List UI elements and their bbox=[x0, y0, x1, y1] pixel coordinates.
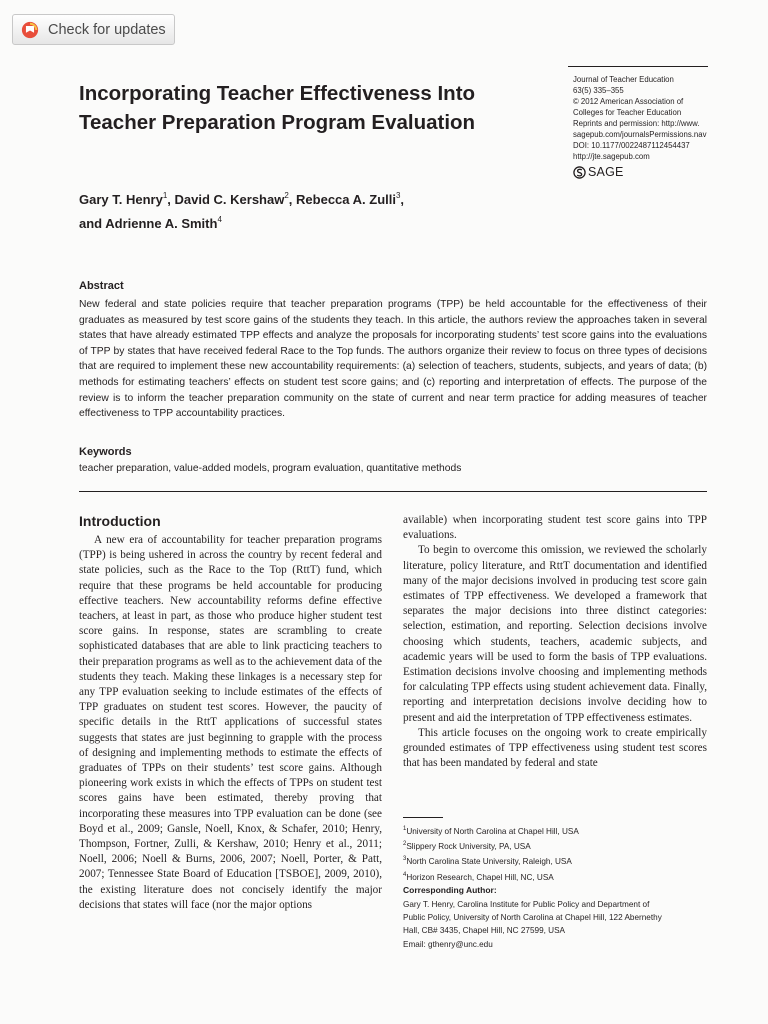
abstract-text: New federal and state policies require that teacher preparation programs (TPP) be held accountable for the effectiveness of their graduates as measured by test score gains of the students they teach. In this article, the authors review the approaches taken in several states that have already estimated TPP effects and analyze the proposals for incorporating students’ test score gains into the evaluations of TPP by states that have received federal Race to the Top funds. The authors organize their review to focus on three types of decisions that are required to implement these new accountability requirements: (a) selection of teachers, students, subjects, and years of data; (b) methods for estimating teachers’ effects on student test score gains; and (c) reporting and interpretation of effects. The purpose of the review is to inform the teacher preparation community on the state of current and near term practice for adding measures of teacher effectiveness to TPP accountability practices. bbox=[79, 299, 707, 420]
journal-rule bbox=[568, 66, 708, 67]
author-list bbox=[79, 186, 559, 234]
journal-info-line: 63(5) 335–355 bbox=[573, 86, 624, 95]
corresponding-author-heading: Corresponding Author: bbox=[403, 885, 497, 895]
author-affiliation-marker: 4 bbox=[217, 215, 222, 224]
affiliation-line bbox=[403, 853, 707, 868]
author-affiliation-marker: 3 bbox=[395, 191, 401, 200]
journal-info-line: Reprints and permission: http://www. bbox=[573, 119, 700, 128]
affiliation-text: University of North Carolina at Chapel Hill, USA bbox=[406, 827, 579, 836]
intro-paragraph: To begin to overcome this omission, we reviewed the scholarly literature, policy literature, and RttT documentation and identified many of the major decisions involved in producing test score gain estimates of TPP effectiveness. We developed a framework that separates the major decisions into three distinct categories: selection, estimation, and reporting. Selection decisions involve choosing which students, teachers, academic subjects, and academic years will be used to form the basis of TPP evaluations. Estimation decisions involve choosing and implementing methods for calculating TPP effects using student achievement data. Finally, reporting and interpretation decisions involve deciding how to present and aid the interpretation of TPP effectiveness estimates. bbox=[403, 544, 707, 724]
crossmark-icon bbox=[21, 21, 39, 39]
affiliation-line bbox=[403, 823, 707, 838]
affiliation-marker: 3 bbox=[403, 856, 407, 863]
author-name: David C. Kershaw bbox=[174, 192, 285, 207]
journal-info-line: sagepub.com/journalsPermissions.nav bbox=[573, 130, 707, 139]
author-name: and Adrienne A. Smith bbox=[79, 216, 218, 231]
journal-info-line: http://jte.sagepub.com bbox=[573, 152, 650, 161]
keywords-heading: Keywords bbox=[79, 446, 132, 458]
intro-paragraph: This article focuses on the ongoing work to create empirically grounded estimates of TPP effectiveness using student test scores that has been mandated by federal and state bbox=[403, 726, 707, 770]
corresponding-author-line: Hall, CB# 3435, Chapel Hill, NC 27599, USA bbox=[403, 926, 566, 936]
affiliations bbox=[403, 823, 707, 884]
keywords-text: teacher preparation, value-added models, program evaluation, quantitative methods bbox=[79, 463, 462, 474]
affiliation-text: Horizon Research, Chapel Hill, NC, USA bbox=[406, 872, 554, 882]
author-name: Gary T. Henry bbox=[79, 192, 163, 207]
journal-info bbox=[573, 74, 723, 162]
check-for-updates-button[interactable] bbox=[12, 14, 175, 45]
intro-paragraph: available) when incorporating student test score gains into TPP evaluations. bbox=[403, 514, 707, 542]
affiliation-marker: 4 bbox=[403, 871, 407, 878]
author-separator: , bbox=[288, 192, 297, 207]
journal-info-line: © 2012 American Association of bbox=[573, 97, 684, 106]
publisher-logo bbox=[573, 165, 624, 179]
sage-logo-icon bbox=[573, 166, 586, 179]
author-separator: , bbox=[167, 192, 175, 207]
affiliation-marker: 1 bbox=[403, 826, 407, 832]
article-title: Incorporating Teacher Effectiveness Into Teacher Preparation Program Evaluation bbox=[79, 82, 476, 134]
section-divider bbox=[79, 491, 707, 492]
author-separator: , bbox=[400, 192, 405, 207]
author-affiliation-marker: 2 bbox=[284, 191, 289, 200]
corresponding-author-line: Gary T. Henry, Carolina Institute for Public Policy and Department of bbox=[403, 900, 650, 909]
left-column bbox=[79, 533, 382, 913]
right-column bbox=[403, 513, 707, 771]
affiliation-marker: 2 bbox=[403, 841, 407, 848]
author-name: Rebecca A. Zulli bbox=[296, 192, 396, 207]
corresponding-author-line: Email: gthenry@unc.edu bbox=[403, 939, 493, 949]
corresponding-author-details bbox=[403, 898, 707, 951]
affiliation-line bbox=[403, 869, 707, 884]
journal-info-line: Journal of Teacher Education bbox=[573, 75, 674, 84]
footnote-rule bbox=[403, 817, 443, 818]
author-affiliation-marker: 1 bbox=[162, 191, 168, 200]
journal-info-line: DOI: 10.1177/0022487112454437 bbox=[573, 141, 690, 150]
publisher-name: SAGE bbox=[588, 165, 624, 179]
affiliation-text: North Carolina State University, Raleigh, USA bbox=[406, 857, 572, 867]
intro-paragraph: A new era of accountability for teacher preparation programs (TPP) is being ushered in across the country by recent federal and state policies, such as the Race to the Top (RttT) fund, which require that these programs be held accountable for producing effective teachers. New accountability reforms define effective teachers, at least in part, as those who produce higher student test score gains. In response, states are scrambling to create sophisticated databases that are able to link practicing teachers to their preparation programs as well as to the achievement data of the students they teach. Making these linkages is a necessary step for any TPP evaluation seeking to include estimates of the effects of TPP graduates on student test scores. However, the paucity of specific details in the RttT applications of successful states suggests that states are just beginning to grapple with the process of designing and implementing methods to estimate the effects of graduates of TPPs on their students’ test score gains. Although pioneering work exists in which the effects of TPPs on student test scores gains have been estimated, thereby proving that incorporating these measures into TPP evaluation can be done (see Boyd et al., 2009; Gansle, Noell, Knox, & Schafer, 2010; Henry, Thompson, Fortner, Zulli, & Kershaw, 2010; Henry et al., 2011; Noell, 2006; Noell & Burns, 2006, 2007; Noell, Porter, & Patt, 2007; Tennessee State Board of Education [TSBOE], 2009, 2010), the existing literature does not concisely identify the major decisions that states will face (nor the major options bbox=[79, 534, 382, 911]
affiliation-line bbox=[403, 838, 707, 853]
affiliation-text: Slippery Rock University, PA, USA bbox=[406, 842, 531, 852]
check-for-updates-label: Check for updates bbox=[48, 21, 166, 38]
corresponding-author-line: Public Policy, University of North Carolina at Chapel Hill, 122 Abernethy bbox=[403, 913, 662, 923]
abstract-heading: Abstract bbox=[79, 280, 124, 292]
introduction-heading: Introduction bbox=[79, 513, 161, 529]
journal-info-line: Colleges for Teacher Education bbox=[573, 108, 682, 117]
